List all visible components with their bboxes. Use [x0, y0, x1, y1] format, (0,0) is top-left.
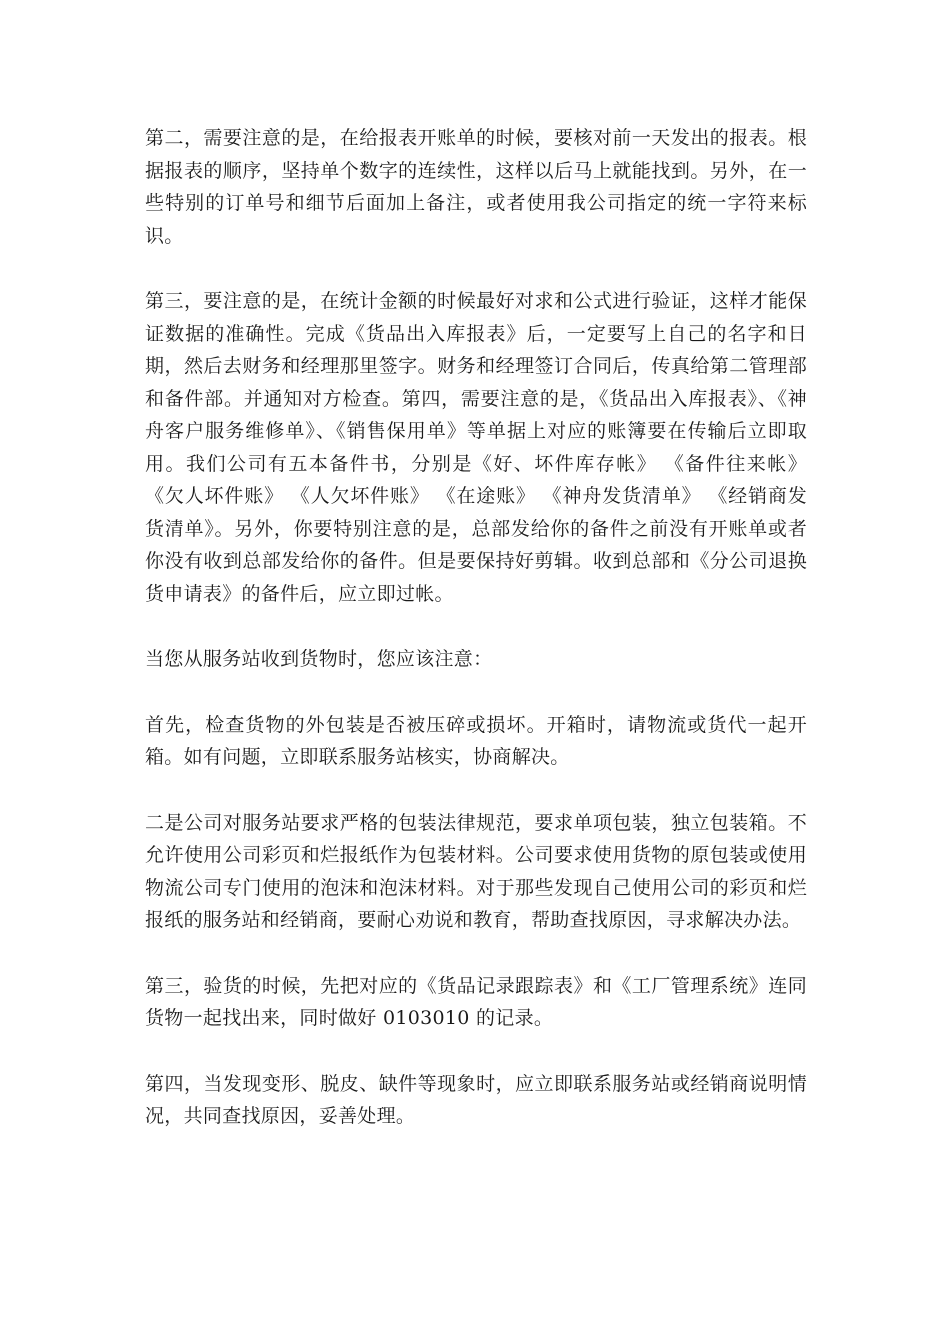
paragraph-billing-checks: 第二，需要注意的是，在给报表开账单的时候，要核对前一天发出的报表。根据报表的顺序，坚持单个数字的连续性，这样以后马上就能找到。另外，在一些特别的订单号和细节后面加上备注，或者使用我公司指定的统一字符来标识。: [145, 127, 807, 247]
paragraph-damage-handling: 第四，当发现变形、脱皮、缺件等现象时，应立即联系服务站或经销商说明情况，共同查找原因，妥善处理。: [145, 1072, 807, 1127]
document-body: [145, 122, 807, 1166]
paragraph-amount-verification: 第三，要注意的是，在统计金额的时候最好对求和公式进行验证，这样才能保证数据的准确性。完成《货品出入库报表》后，一定要写上自己的名字和日期，然后去财务和经理那里签字。财务和经理签订合同后，传真给第二管理部和备件部。并通知对方检查。第四，需要注意的是，《货品出入库报表》、《神舟客户服务维修单》、《销售保用单》等单据上对应的账簿要在传输后立即取用。我们公司有五本备件书，分别是《好、坏件库存帐》 《备件往来帐》 《欠人坏件账》 《人欠坏件账》 《在途账》 《神舟发货清单》 《经销商发货清单》。另外，你要特别注意的是，总部发给你的备件之前没有开账单或者你没有收到总部发给你的备件。但是要保持好剪辑。收到总部和《分公司退换货申请表》的备件后，应立即过帐。: [145, 290, 807, 605]
paragraph-check-packaging: 首先，检查货物的外包装是否被压碎或损坏。开箱时，请物流或货代一起开箱。如有问题，立即联系服务站核实，协商解决。: [145, 713, 807, 768]
paragraph-inspection-records: 第三，验货的时候，先把对应的《货品记录跟踪表》和《工厂管理系统》连同货物一起找出来，同时做好 0103010 的记录。: [145, 974, 807, 1029]
paragraph-receiving-intro: 当您从服务站收到货物时，您应该注意：: [145, 648, 493, 670]
paragraph-packaging-rules: 二是公司对服务站要求严格的包装法律规范，要求单项包装，独立包装箱。不允许使用公司彩页和烂报纸作为包装材料。公司要求使用货物的原包装或使用物流公司专门使用的泡沫和泡沫材料。对于那些发现自己使用公司的彩页和烂报纸的服务站和经销商，要耐心劝说和教育，帮助查找原因，寻求解决办法。: [145, 811, 807, 931]
